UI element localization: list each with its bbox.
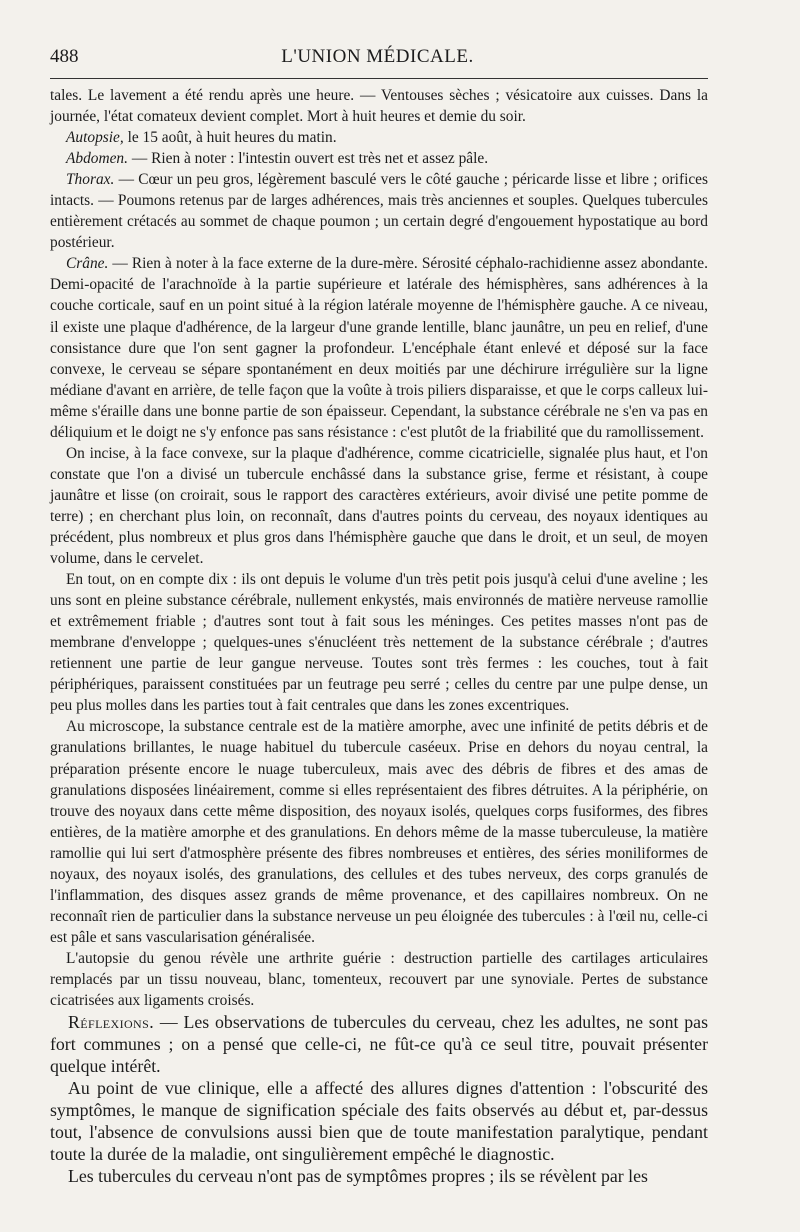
page-header [50, 42, 705, 72]
reflexions-text [50, 1011, 708, 1187]
paragraph-reflexions [50, 1011, 708, 1077]
observation-text [50, 85, 708, 1011]
paragraph: tales. Le lavement a été rendu après une heure. — Ventouses sèches ; vésicatoire aux cuisses. Dans la journée, l'état comateux devient complet. Mort à huit heures et demie du soir. [50, 87, 708, 126]
paragraph: On incise, à la face convexe, sur la plaque d'adhérence, comme cicatricielle, signalée plus haut, et l'on constate que l'on a divisé un tubercule enchâssé dans la substance grise, ferme et résistant, à coupe jaunâtre et lisse (on croirait, sous le rapport des caractères extérieurs, avoir divisé une petite pomme de terre) ; en cherchant plus loin, on reconnaît, dans d'autres points du cerveau, des noyaux identiques au précédent, plus nombreux et plus gros dans l'hémisphère gauche que dans le droit, et un seul, de moyen volume, dans le cervelet. [50, 444, 708, 568]
section-text: le 15 août, à huit heures du matin. [123, 129, 337, 147]
page-number: 488 [50, 46, 79, 67]
section-label: Autopsie, [66, 129, 124, 147]
paragraph-autopsie [50, 127, 708, 148]
paragraph: Au microscope, la substance centrale est de la matière amorphe, avec une infinité de petits débris et de granulations brillantes, le nuage habituel du tubercule caséeux. Prise en dehors du noyau central, la préparation présente encore le nuage tuberculeux, mais avec des débris de fibres et des amas de granulations disposées linéairement, comme si elles représentaient des fibres détruites. A la périphérie, on trouve des noyaux dans cette même disposition, des noyaux isolés, quelques corps fusiformes, des fibres entières, de la matière amorphe et des granulations. En dehors même de la masse tuberculeuse, la matière ramollie qui lui sert d'atmosphère présente des fibres nombreuses et entières, des séries moniliformes de noyaux, des noyaux isolés, des granulations, des cellules et des tubes nerveux, des corps granulés de l'inflammation, des disques assez grands de même provenance, et des capillaires nombreux. On ne reconnaît rien de particulier dans la substance nerveuse un peu éloignée des tubercules : à l'œil nu, celle-ci est pâle et sans vascularisation généralisée. [50, 718, 708, 946]
paragraph: Les tubercules du cerveau n'ont pas de symptômes propres ; ils se révèlent par les [68, 1166, 648, 1186]
header-rule [50, 78, 708, 79]
section-text: — Rien à noter à la face externe de la dure-mère. Sérosité céphalo-rachidienne assez abondante. Demi-opacité de l'arachnoïde à la partie supérieure et latérale des hémisphères, sans adhérences à la couche corticale, sauf en un point situé à la région latérale moyenne de l'hémisphère gauche. A ce niveau, il existe une plaque d'adhérence, de la largeur d'une grande lentille, blanc jaunâtre, un peu en relief, d'une consistance dure que l'on sent gagner la profondeur. L'encéphale étant enlevé et déposé sur la face convexe, le cerveau se sépare spontanément en deux moitiés par une déchirure irrégulière sur la ligne médiane d'avant en arrière, de telle façon que la voûte à trois piliers disparaisse, et que le corps calleux lui-même s'éraille dans une bonne partie de son épaisseur. Cependant, la substance cérébrale ne s'en va pas en déliquium et le doigt ne s'y enfonce pas sans résistance : c'est plutôt de la friabilité que du ramollissement. [50, 255, 708, 441]
section-text: — Rien à noter : l'intestin ouvert est très net et assez pâle. [127, 150, 489, 168]
paragraph-crane [50, 253, 708, 442]
section-label: Thorax. [66, 171, 115, 189]
section-text: — Les observations de tubercules du cerveau, chez les adultes, ne sont pas fort communes ; on a pensé que celle-ci, ne fût-ce qu'à ce seul titre, pouvait présenter quelque intérêt. [50, 1012, 708, 1076]
running-title: L'UNION MÉDICALE. [281, 46, 474, 67]
paragraph: L'autopsie du genou révèle une arthrite guérie : destruction partielle des cartilages articulaires remplacés par un tissu nouveau, blanc, tomenteux, recouvert par une synoviale. Pertes de substance cicatrisées aux ligaments croisés. [50, 949, 708, 1010]
paragraph: En tout, on en compte dix : ils ont depuis le volume d'un très petit pois jusqu'à celui d'une aveline ; les uns sont en pleine substance cérébrale, nullement enkystés, mais environnés de matière nerveuse ramollie et extrêmement friable ; d'autres sont tout à fait sous les méninges. Ces petites masses n'ont pas de membrane d'enveloppe ; quelques-unes s'énucléent très nettement de la substance cérébrale ; d'autres retiennent une partie de leur gangue nerveuse. Toutes sont très fermes : les couches, tout à fait périphériques, paraissent constituées par un feutrage peu serré ; celles du centre par une pulpe dense, un peu plus molles dans les parties tout à fait centrales que dans les zones excentriques. [50, 571, 708, 715]
section-label: Abdomen. [66, 150, 128, 168]
section-text: — Cœur un peu gros, légèrement basculé vers le côté gauche ; péricarde lisse et libre ; orifices intacts. — Poumons retenus par de larges adhérences, mais très anciennes et souples. Quelques tubercules entièrement crétacés au sommet de chaque poumon ; un certain degré d'engouement hypostatique au bord postérieur. [50, 171, 708, 252]
paragraph: Au point de vue clinique, elle a affecté des allures dignes d'attention : l'obscurité des symptômes, le manque de signification spéciale des faits observés au début et, par-dessus tout, l'absence de convulsions aussi bien que de toute manifestation paralytique, pendant toute la durée de la maladie, ont singulièrement empêché le diagnostic. [50, 1078, 708, 1164]
paragraph-abdomen [50, 148, 708, 169]
section-label: Crâne. [66, 255, 109, 273]
section-label: Réflexions. [68, 1012, 155, 1032]
paragraph-thorax [50, 169, 708, 253]
